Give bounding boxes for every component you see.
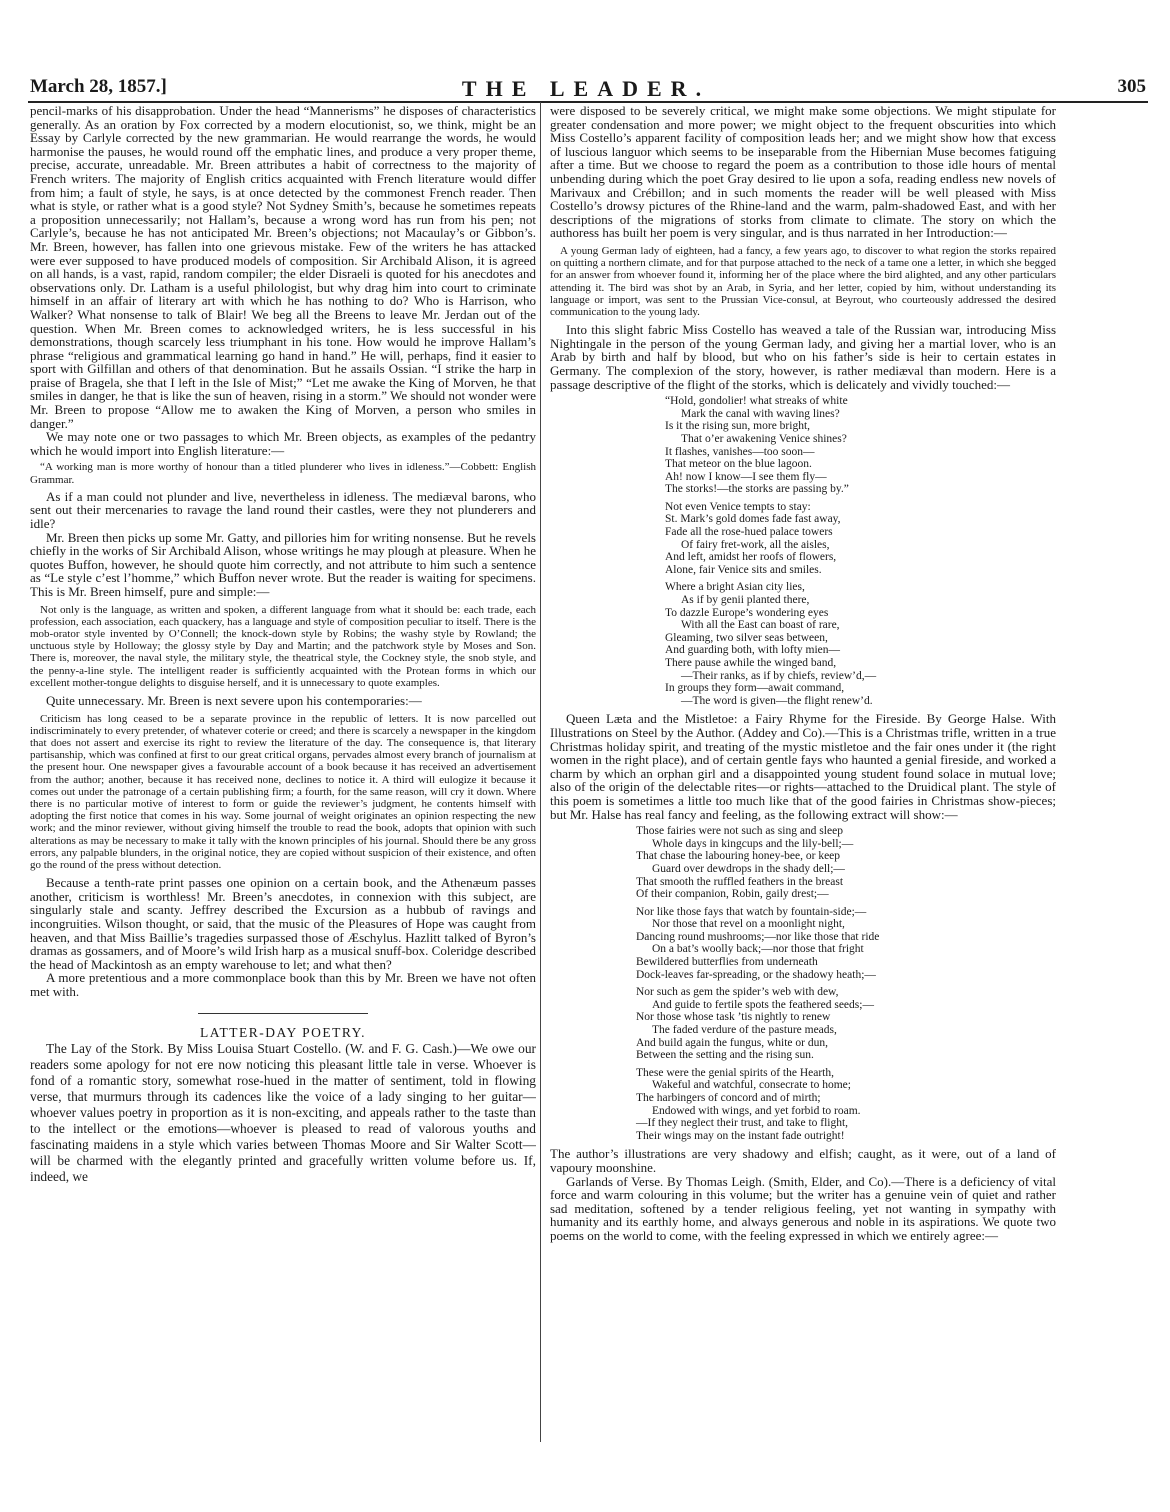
verse-line: And build again the fungus, white or dun, — [636, 1036, 828, 1049]
section-heading: LATTER-DAY POETRY. — [199, 1024, 366, 1040]
review-paragraph: Queen Læta and the Mistletoe: a Fairy Rhyme for the Fireside. By George Halse. With Illustrations on Steel by the Author. (Addey and Co).—This is a Christmas trifle, written in a true Christmas holiday spirit, and treating of the mystic mistletoe and the fair ones under it (the right women in the right place), and of certain gentle fays who haunted a genial fireside, and worked a charm by which an orphan girl and a disappointed young student found solace in mutual love; also of the origin of the delectable rites—or rights—attached to the Druidical plant. The style of this poem is sometimes a little too much like that of the good fairies in Christmas show-pieces; but Mr. Halse has real fancy and feeling, as the following extract will show:— — [550, 711, 1056, 822]
verse-line: That meteor on the blue lagoon. — [665, 458, 812, 471]
paragraph: Because a tenth-rate print passes one opinion on a certain book, and the Athenæum passes another, criticism is worthless! Mr. Breen’s anecdotes, in connexion with this subject, are singularly stale and scanty. Jeffrey described the Excursion as a hubbub of ravings and incongruities. Wilson thought, or said, that the music of the Pleasures of Hope was caught from heaven, and that Miss Baillie’s tragedies surpassed those of Æschylus. Hazlitt talked of Byron’s dramas as gossamers, and of Moore’s wild Irish harp as a musical snuff-box. Coleridge described the head of Mackintosh as an empty warehouse to let; and what then? — [30, 875, 536, 972]
header-rule — [28, 101, 1148, 103]
paragraph: were disposed to be severely critical, we might make some objections. We might stipulate for greater condensation and more power; we might object to the frequent obscurities into which Miss Costello’s apparent facility of composition leads her; and we might show how that excess of luscious languor which seems to be inseparable from the Hibernian Muse becomes fatiguing after a time. But we choose to regard the poem as a contribution to those idle hours of mental unbending during which the poet Gray desired to lie upon a sofa, reading endless new novels of Marivaux and Crébillon; and in such moments the reader will be well pleased with Miss Costello’s drowsy pictures of the Rhine-land and the warm, palm-shadowed East, and with her descriptions of the migrations of storks from climate to climate. The story on which the authoress has built her poem is very singular, and is thus narrated in her Introduction:— — [550, 104, 1056, 241]
stanza — [636, 825, 1056, 901]
stanza — [665, 581, 1056, 707]
verse-line: Not even Venice tempts to stay: — [665, 500, 811, 513]
right-column — [550, 104, 1056, 1444]
section-divider — [198, 1013, 368, 1014]
paragraph: A more pretentious and a more commonplace book than this by Mr. Breen we have not often met with. — [30, 970, 536, 999]
verse-line: That smooth the ruffled feathers in the breast — [636, 875, 844, 888]
verse-extract-stork — [665, 395, 1056, 707]
verse-line: Whole days in kingcups and the lily-bell;— — [652, 837, 854, 850]
verse-line: Dancing round mushrooms;—nor like those that ride — [636, 930, 880, 943]
review-paragraph: The Lay of the Stork. By Miss Louisa Stuart Costello. (W. and F. G. Cash.)—We owe our readers some apology for not ere now noticing this pleasant little tale in verse. Whoever is fond of a romantic story, somewhat rose-hued in the matter of sentiment, told in flowing verse, that murmurs through its cadences like the voice of a lady singing to her guitar—whoever values poetry in proportion as it is non-exciting, and appeals rather to the taste than to the intellect or the emotions—whoever is pleased to read of valorous youths and fascinating maidens in a style which varies between Thomas Moore and Sir Walter Scott—will be charmed with the elegantly printed and gracefully written volume before us. If, indeed, we — [30, 1041, 536, 1185]
verse-line: There pause awhile the winged band, — [665, 657, 837, 669]
verse-line: —If they neglect their trust, and take to flight, — [636, 1117, 849, 1130]
verse-line: The harbingers of concord and of mirth; — [636, 1092, 821, 1104]
verse-line: —The word is given—the flight renew’d. — [681, 694, 873, 707]
masthead — [22, 76, 1150, 102]
verse-line: Wakeful and watchful, consecrate to home; — [652, 1079, 851, 1092]
block-quote: “A working man is more worthy of honour than a titled plunderer who lives in idleness.”—Cobbett: English Grammar. — [30, 461, 536, 486]
review-paragraph: Garlands of Verse. By Thomas Leigh. (Smith, Elder, and Co).—There is a deficiency of vital force and warm colouring in this volume; but the writer has a genuine vein of quiet and rather sad meditation, softened by a tender religious feeling, yet not wanting in sympathy with humanity and its earthly home, and always generous and noble in its aspirations. We quote two poems on the world to come, with the feeling expressed in which we entirely agree:— — [550, 1173, 1056, 1243]
verse-line: Nor such as gem the spider’s web with dew, — [636, 986, 839, 999]
verse-line: Their wings may on the instant fade outright! — [636, 1129, 845, 1142]
verse-line: “Hold, gondolier! what streaks of white — [665, 395, 848, 408]
verse-line: —Their ranks, as if by chiefs, review’d,— — [681, 669, 877, 682]
verse-line: Bewildered butterflies from underneath — [636, 956, 818, 969]
verse-line: In groups they form—await command, — [665, 682, 845, 695]
verse-line: Where a bright Asian city lies, — [665, 581, 805, 594]
verse-line: Mark the canal with waving lines? — [681, 407, 840, 420]
block-quote: Not only is the language, as written and spoken, a different language from what it should be: each trade, each profession, each association, each quackery, has a language and style of composition peculiar to itself. There is the mob-orator style invented by O’Connell; the knock-down style by Robins; the washy style by Rowland; the unctuous style by Holloway; the glossy style by Day and Martin; and the patchwork style by Moses and Son. There is, moreover, the naval style, the military style, the theatrical style, the Cockney style, the snob style, and the penny-a-line style. The intelligent reader is sufficiently acquainted with the Protean forms in which our excellent mother-tongue delights to disguise herself, and it is unnecessary to quote examples. — [30, 603, 536, 689]
verse-line: On a bat’s woolly back;—nor those that fright — [652, 943, 864, 956]
column-divider — [540, 102, 541, 1442]
paragraph: The author’s illustrations are very shadowy and elfish; caught, as it were, out of a land of vapoury moonshine. — [550, 1146, 1056, 1175]
stanza — [636, 1067, 1056, 1143]
verse-line: Those fairies were not such as sing and sleep — [636, 825, 843, 838]
verse-line: With all the East can boast of rare, — [681, 619, 840, 632]
stanza — [636, 986, 1056, 1062]
issue-date: March 28, 1857.] — [30, 76, 167, 97]
verse-line: Of fairy fret-work, all the aisles, — [681, 538, 830, 551]
paragraph: Into this slight fabric Miss Costello has weaved a tale of the Russian war, introducing Miss Nightingale in the person of the young German lady, and giving her a martial lover, who is an Arab by birth and half by blood, but who on his father’s side is heir to certain estates in Germany. The complexion of the story, however, is rather mediæval than modern. Here is a passage descriptive of the flight of the storks, which is delicately and vividly touched:— — [550, 322, 1056, 392]
newspaper-title: THE LEADER. — [461, 76, 711, 101]
verse-line: And guide to fertile spots the feathered seeds;— — [652, 998, 874, 1011]
verse-line: These were the genial spirits of the Hearth, — [636, 1066, 834, 1079]
stanza — [665, 501, 1056, 577]
block-quote: Criticism has long ceased to be a separate province in the republic of letters. It is now parcelled out indiscriminately to every pretender, of whatever coterie or creed; and there is scarcely a newspaper in the kingdom that does not assert and exercise its right to review the literature of the day. The consequence is, that literary partisanship, which was confined at first to our great critical organs, pervades almost every branch of journalism at the present hour. One newspaper gives a favourable account of a book because it has received an advertisement from the author; another, because it has received none, declines to notice it. A third will eulogize it because it comes out under the patronage of a certain publishing firm; a fourth, for the same reason, will cry it down. Where there is no particular motive of interest to form or guide the reviewer’s judgment, he contents himself with adopting the first notice that comes in his way. Some journal of weight originates an opinion respecting the new work; and the minor reviewer, without giving himself the trouble to read the book, adopts that opinion with such alterations as may be necessary to make it tally with the known principles of his journal. Should there be any gross errors, any palpable blunders, in the original notice, they are copied without suspicion of their existence, and often go the round of the press without detection. — [30, 712, 536, 872]
paragraph: pencil-marks of his disapprobation. Under the head “Mannerisms” he disposes of characteristics generally. As an oration by Fox corrected by a modern elocutionist, so, we think, might be an Essay by Carlyle corrected by the new grammarian. He would rearrange the words, he would harmonise the pauses, he would round off the emphatic lines, and produce a very proper theme, precise, accurate, unreadable. Mr. Breen attributes a habit of correctness to the majority of French writers. The majority of English critics acquainted with French literature would differ from him; a fault of style, he says, is at once detected by the commonest French reader. Then what is style, or rather what is a good style? Not Sydney Smith’s, because he sometimes repeats a proposition unnecessarily; not Hallam’s, because a wrong word has run from his pen; not Carlyle’s, because he has not anticipated Mr. Breen’s objections; not Macaulay’s or Gibbon’s. Mr. Breen, however, has fallen into one grievous mistake. Few of the writers he has attacked were ever supposed to have produced models of composition. Sir Archibald Alison, it is agreed on all hands, is a vast, rapid, random compiler; the elder Disraeli is quoted for his anecdotes and observations only. Dr. Latham is a useful philologist, but why drag him into court to criminate himself in an affair of literary art with which he has nothing to do? Who is Harrison, who Walker? What nonsense to talk of Blair! We beg all the Breens to leave Mr. Jerdan out of the question. When Mr. Breen comes to acknowledged writers, he is less successful in his demonstrations, though scarcely less triumphant in his tone. How would he improve Hallam’s phrase “religious and grammatical learning go hand in hand.” He will, perhaps, find it easier to sport with Gilfillan and others of that denomination. But he assails Ossian. “I strike the harp in praise of Bragela, she that I left in the Isle of Mist;” “Let me awake the King of Morven, he that smiles in danger, he that is like the sun of heaven, rising in a storm.” We should not wonder were Mr. Breen to propose “Allow me to awaken the King of Morven, a person who smiles in danger.” — [30, 104, 536, 431]
verse-line: Between the setting and the rising sun. — [636, 1049, 814, 1062]
verse-line: As if by genii planted there, — [681, 594, 810, 607]
verse-line: Nor those that revel on a moonlight night, — [652, 918, 845, 931]
paragraph: Quite unnecessary. Mr. Breen is next severe upon his contemporaries:— — [46, 693, 422, 709]
block-quote: A young German lady of eighteen, had a fancy, a few years ago, to discover to what region the storks repaired on quitting a northern climate, and for that purpose attached to the neck of a tame one a letter, in which she begged for an answer from whoever found it, informing her of the place where the bird alighted, and any other particulars attending it. The bird was shot by an Arab, in Syria, and her letter, copied by him, without understanding its language or import, was sent to the Prussian Vice-consul, at Beyrout, who courteously addressed the desired communication to the young lady. — [550, 244, 1056, 318]
page-number: 305 — [1117, 76, 1146, 97]
verse-line: Dock-leaves far-spreading, or the shadowy heath;— — [636, 968, 876, 981]
paragraph: We may note one or two passages to which Mr. Breen objects, as examples of the pedantry which he would import into English literature:— — [30, 429, 536, 458]
verse-line: Fade all the rose-hued palace towers — [665, 526, 833, 539]
verse-line: And guarding both, with lofty mien— — [665, 644, 841, 657]
verse-line: To dazzle Europe’s wondering eyes — [665, 606, 829, 619]
verse-line: Endowed with wings, and yet forbid to roam. — [652, 1104, 861, 1117]
paragraph: As if a man could not plunder and live, nevertheless in idleness. The mediæval barons, who sent out their mercenaries to ravage the land round their castles, were they not plunderers and idle? — [30, 488, 536, 532]
stanza — [636, 906, 1056, 982]
verse-line: And left, amidst her roofs of flowers, — [665, 551, 837, 564]
verse-line: Nor those whose task ’tis nightly to renew — [636, 1011, 831, 1024]
verse-line: Is it the rising sun, more bright, — [665, 420, 811, 433]
verse-line: Alone, fair Venice sits and smiles. — [665, 563, 822, 576]
verse-line: Gleaming, two silver seas between, — [665, 631, 828, 644]
paragraph: Mr. Breen then picks up some Mr. Gatty, and pillories him for writing nonsense. But he revels chiefly in the works of Sir Archibald Alison, whose writings he may plough at pleasure. When he quotes Buffon, however, he should quote him correctly, and not attribute to him such a sentence as “Le style c’est l’homme,” which Buffon never wrote. But the reader is waiting for specimens. This is Mr. Breen himself, pure and simple:— — [30, 529, 536, 599]
verse-line: The storks!—the storks are passing by.” — [665, 483, 849, 496]
verse-line: The faded verdure of the pasture meads, — [652, 1024, 837, 1037]
verse-extract-fairies — [636, 825, 1056, 1142]
verse-line: Of their companion, Robin, gaily drest;— — [636, 888, 829, 901]
verse-line: That chase the labouring honey-bee, or keep — [636, 850, 841, 863]
verse-line: Ah! now I know—I see them fly— — [665, 470, 827, 483]
verse-line: It flashes, vanishes—too soon— — [665, 445, 815, 458]
verse-line: St. Mark’s gold domes fade fast away, — [665, 513, 841, 526]
verse-line: That o’er awakening Venice shines? — [681, 432, 847, 445]
stanza — [665, 395, 1056, 496]
left-column — [30, 104, 536, 1444]
verse-line: Guard over dewdrops in the shady dell;— — [652, 862, 845, 875]
verse-line: Nor like those fays that watch by fountain-side;— — [636, 905, 867, 918]
